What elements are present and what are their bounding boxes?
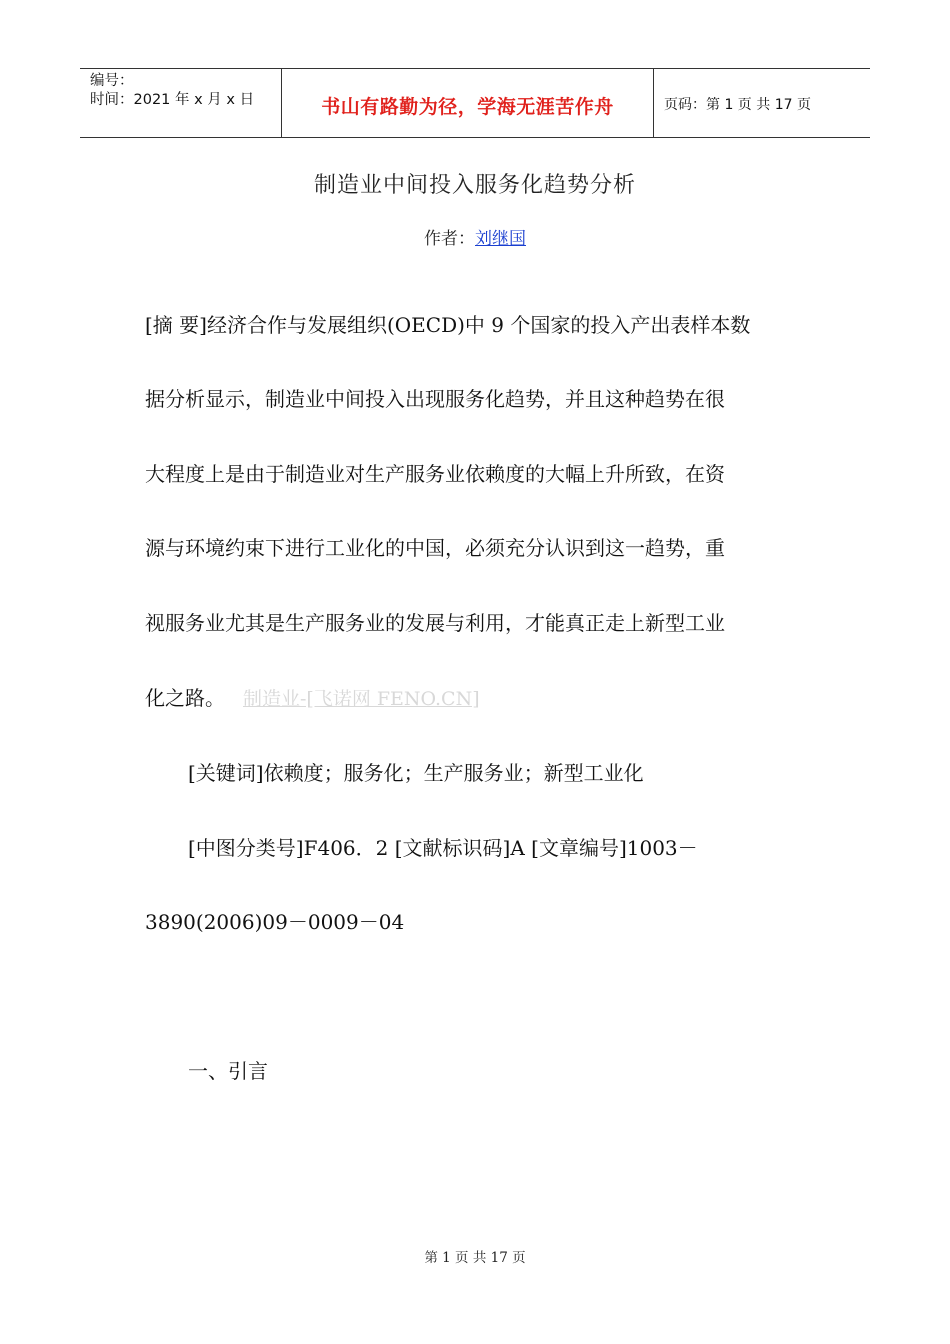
abstract-line: 源与环境约束下进行工业化的中国，必须充分认识到这一趋势，重: [145, 536, 725, 560]
keywords-line: [关键词]依赖度；服务化；生产服务业；新型工业化: [188, 761, 644, 785]
abstract-line: 视服务业尤其是生产服务业的发展与利用，才能真正走上新型工业: [145, 611, 725, 635]
abstract-line: [摘 要]经济合作与发展组织(OECD)中 9 个国家的投入产出表样本数: [145, 313, 751, 337]
author-link[interactable]: 刘继国: [475, 229, 526, 249]
section-heading: 一、引言: [188, 1059, 268, 1083]
watermark-link[interactable]: 制造业-[飞诺网 FENO.CN]: [243, 688, 480, 710]
abstract-line: 大程度上是由于制造业对生产服务业依赖度的大幅上升所致，在资: [145, 462, 725, 486]
classification-line-continued: 3890(2006)09－0009－04: [145, 910, 405, 934]
header-motto: 书山有路勤为径，学海无涯苦作舟: [281, 69, 654, 137]
abstract-line: 据分析显示，制造业中间投入出现服务化趋势，并且这种趋势在很: [145, 387, 725, 411]
classification-line: [中图分类号]F406．2 [文献标识码]A [文章编号]1003－: [188, 836, 698, 860]
author-label: 作者：: [424, 229, 475, 249]
author-line: [0, 224, 950, 249]
abstract-last-line: [145, 682, 480, 711]
abstract-line: 化之路。: [145, 686, 225, 710]
document-number-label: 编号：: [90, 73, 134, 89]
page-footer: 第 1 页 共 17 页: [424, 1250, 526, 1266]
page-header: [80, 68, 870, 138]
header-meta-cell: [80, 69, 281, 137]
document-time-label: 时间：2021 年 x 月 x 日: [90, 92, 255, 108]
document-title: 制造业中间投入服务化趋势分析: [313, 173, 636, 198]
header-page-info: 页码：第 1 页 共 17 页: [664, 97, 811, 113]
